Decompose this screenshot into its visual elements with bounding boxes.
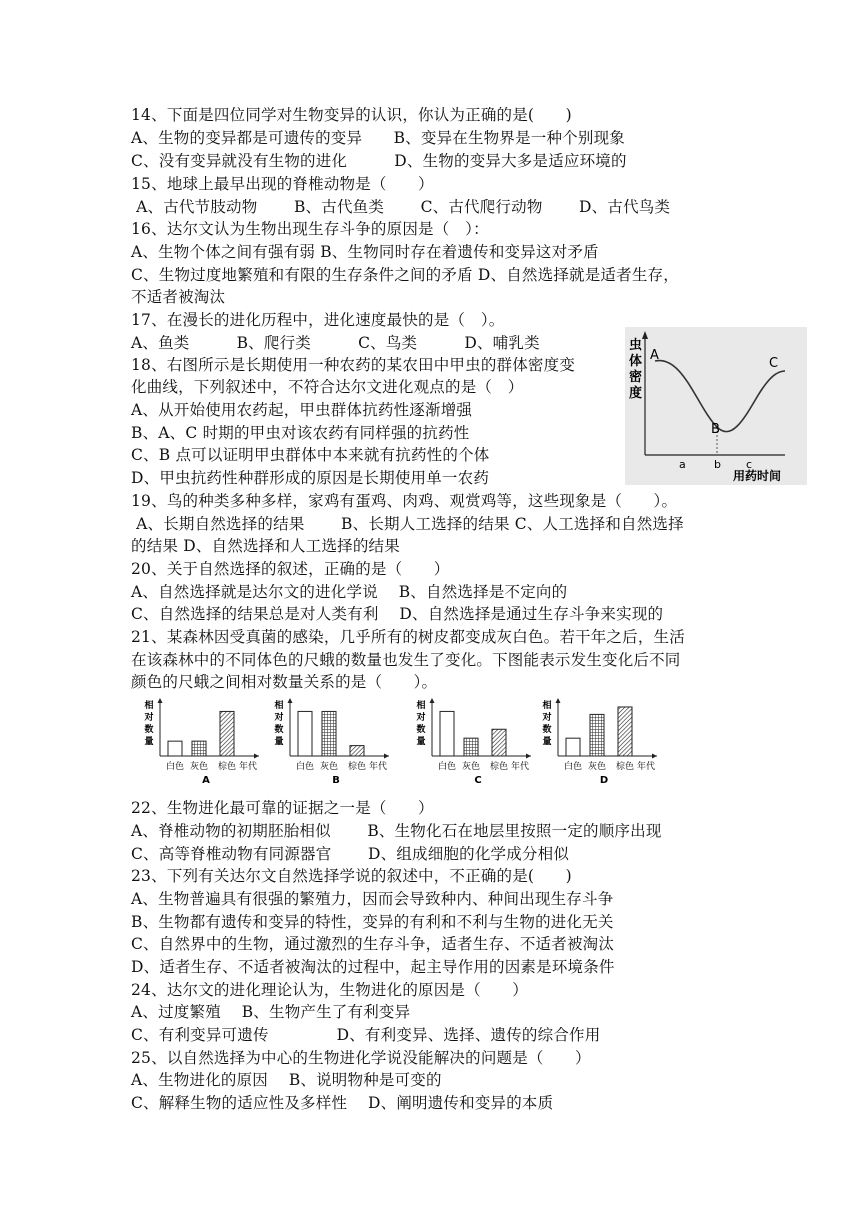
q14-options-ab: A、生物的变异都是可遗传的变异 B、变异在生物界是一种个别现象	[131, 129, 625, 147]
y-label-char: 相	[416, 701, 426, 711]
bar-白色	[298, 711, 312, 756]
y-label-char: 量	[144, 737, 154, 747]
bar-棕色	[350, 746, 364, 756]
bar-灰色	[464, 738, 478, 756]
density-curve-chart	[625, 327, 807, 485]
q18-stem-2: 化曲线，下列叙述中，不符合达尔文进化观点的是（ ）	[131, 378, 524, 396]
q15-options: A、古代节肢动物 B、古代鱼类 C、古代爬行动物 D、古代鸟类	[131, 198, 671, 216]
bar-棕色	[618, 707, 632, 756]
bar-灰色	[192, 741, 206, 756]
q16-options-cd: C、生物过度地繁殖和有限的生存条件之间的矛盾 D、自然选择就是适者生存，	[131, 266, 679, 284]
y-label-char: 数	[542, 725, 552, 735]
q20-stem: 20、关于自然选择的叙述，正确的是（ ）	[131, 560, 450, 578]
category-label: 棕色	[347, 762, 367, 772]
q17-options: A、鱼类 B、爬行类 C、鸟类 D、哺乳类	[131, 334, 540, 352]
q20-options-cd: C、自然选择的结果总是对人类有利 D、自然选择是通过生存斗争来实现的	[131, 605, 664, 623]
x-end-label: 年代	[636, 762, 656, 772]
q14-stem: 14、下面是四位同学对生物变异的认识，你认为正确的是( )	[131, 106, 572, 124]
bar-chart-svg	[538, 696, 663, 790]
q21-stem-3: 颜色的尺蛾之间相对数量关系的是（ ）。	[131, 673, 438, 691]
category-label: 灰色	[189, 762, 209, 772]
bar-chart-a	[140, 696, 265, 790]
x-axis-arrow	[254, 754, 259, 759]
bar-chart-c	[412, 696, 537, 790]
q19-options-1: A、长期自然选择的结果 B、长期人工选择的结果 C、人工选择和自然选择	[131, 515, 684, 533]
q25-options-ab: A、生物进化的原因 B、说明物种是可变的	[131, 1071, 442, 1089]
q18-option-b: B、A、C 时期的甲虫对该农药有同样强的抗药性	[131, 424, 470, 442]
q22-stem: 22、生物进化最可靠的证据之一是（ ）	[131, 799, 434, 817]
point-label-b: B	[711, 422, 720, 437]
category-label: 灰色	[461, 762, 481, 772]
q20-options-ab: A、自然选择就是达尔文的进化学说 B、自然选择是不定向的	[131, 583, 568, 601]
density-curve-figure	[625, 327, 807, 485]
q23-option-d: D、适者生存、不适者被淘汰的过程中，起主导作用的因素是环境条件	[131, 958, 615, 976]
x-end-label: 年代	[510, 762, 530, 772]
x-end-label: 年代	[368, 762, 388, 772]
y-label-char: 对	[274, 713, 284, 723]
point-label-a: A	[650, 348, 659, 363]
x-end-label: 年代	[238, 762, 258, 772]
category-label: 灰色	[319, 762, 339, 772]
q24-options-ab: A、过度繁殖 B、生物产生了有利变异	[131, 1003, 411, 1021]
q24-stem: 24、达尔文的进化理论认为，生物进化的原因是（ ）	[131, 981, 528, 999]
category-label: 白色	[563, 762, 583, 772]
chart-letter-label: D	[599, 775, 609, 786]
y-label-char: 相	[274, 701, 284, 711]
y-label-char: 对	[144, 713, 154, 723]
q16-options-ab: A、生物个体之间有强有弱 B、生物同时存在着遗传和变异这对矛盾	[131, 243, 599, 261]
y-label-char: 密	[629, 370, 643, 385]
q22-options-cd: C、高等脊椎动物有同源器官 D、组成细胞的化学成分相似	[131, 845, 570, 863]
q23-stem: 23、下列有关达尔文自然选择学说的叙述中，不正确的是( )	[131, 867, 572, 885]
y-label-char: 数	[416, 725, 426, 735]
q22-options-ab: A、脊椎动物的初期胚胎相似 B、生物化石在地层里按照一定的顺序出现	[131, 822, 662, 840]
q14-options-cd: C、没有变异就没有生物的进化 D、生物的变异大多是适应环境的	[131, 152, 627, 170]
q23-option-b: B、生物都有遗传和变异的特性，变异的有利和不利与生物的进化无关	[131, 913, 614, 931]
category-label: 棕色	[489, 762, 509, 772]
q18-option-d: D、甲虫抗药性种群形成的原因是长期使用单一农药	[131, 469, 490, 487]
q17-stem: 17、在漫长的进化历程中，进化速度最快的是（ ）。	[131, 311, 505, 329]
category-label: 白色	[165, 762, 185, 772]
bar-chart-svg	[270, 696, 395, 790]
bar-chart-d	[538, 696, 663, 790]
y-label-char: 量	[542, 737, 552, 747]
bar-chart-svg	[412, 696, 537, 790]
bar-chart-b	[270, 696, 395, 790]
category-label: 白色	[295, 762, 315, 772]
chart-letter-label: C	[474, 775, 482, 786]
q21-stem-1: 21、某森林因受真菌的感染，几乎所有的树皮都变成灰白色。若干年之后，生活	[131, 628, 685, 646]
q19-options-2: 的结果 D、自然选择和人工选择的结果	[131, 537, 400, 555]
y-label-char: 度	[629, 386, 643, 401]
x-axis-arrow	[384, 754, 389, 759]
x-axis-label: 用药时间	[733, 469, 782, 483]
category-label: 灰色	[587, 762, 607, 772]
y-axis-arrow	[158, 698, 163, 703]
q18-option-a: A、从开始使用农药起，甲虫群体抗药性逐渐增强	[131, 401, 473, 419]
q18-stem-1: 18、右图所示是长期使用一种农药的某农田中甲虫的群体密度变	[131, 356, 576, 374]
moth-bar-charts	[140, 696, 680, 790]
q23-option-c: C、自然界中的生物，通过激烈的生存斗争，适者生存、不适者被淘汰	[131, 935, 615, 953]
q21-stem-2: 在该森林中的不同体色的尺蛾的数量也发生了变化。下图能表示发生变化后不同	[131, 651, 681, 669]
y-label-char: 对	[542, 713, 552, 723]
q16-stem: 16、达尔文认为生物出现生存斗争的原因是（ ）：	[131, 220, 489, 238]
y-label-char: 相	[542, 701, 552, 711]
x-axis-arrow	[652, 754, 657, 759]
q18-option-c: C、B 点可以证明甲虫群体中本来就有抗药性的个体	[131, 446, 490, 464]
chart-letter-label: A	[202, 775, 210, 786]
x-axis-arrow	[526, 754, 531, 759]
y-label-char: 对	[416, 713, 426, 723]
tick-label-b: b	[714, 458, 721, 471]
y-label-char: 量	[274, 737, 284, 747]
bar-灰色	[590, 714, 604, 756]
category-label: 棕色	[217, 762, 237, 772]
q23-option-a: A、生物普遍具有很强的繁殖力，因而会导致种内、种间出现生存斗争	[131, 890, 614, 908]
y-axis-arrow	[642, 331, 648, 339]
q24-options-cd: C、有利变异可遗传 D、有利变异、选择、遗传的综合作用	[131, 1026, 601, 1044]
bar-灰色	[322, 711, 336, 756]
y-label-char: 体	[629, 354, 643, 369]
bar-chart-svg	[140, 696, 265, 790]
density-curve	[655, 361, 785, 432]
bar-白色	[566, 738, 580, 756]
q25-options-cd: C、解释生物的适应性及多样性 D、阐明遗传和变异的本质	[131, 1094, 554, 1112]
bar-白色	[168, 741, 182, 756]
tick-label-a: a	[679, 458, 686, 471]
q15-stem: 15、地球上最早出现的脊椎动物是（ ）	[131, 175, 434, 193]
q25-stem: 25、以自然选择为中心的生物进化学说没能解决的问题是（ ）	[131, 1049, 591, 1067]
y-axis-arrow	[430, 698, 435, 703]
tick-label-c: c	[746, 458, 753, 471]
y-axis-arrow	[556, 698, 561, 703]
point-label-c: C	[769, 356, 779, 371]
q19-stem: 19、鸟的种类多种多样，家鸡有蛋鸡、肉鸡、观赏鸡等，这些现象是（ ）。	[131, 492, 678, 510]
y-label-char: 相	[144, 701, 154, 711]
category-label: 棕色	[615, 762, 635, 772]
bar-棕色	[220, 711, 234, 756]
y-label-char: 量	[416, 737, 426, 747]
bar-棕色	[492, 729, 506, 756]
y-label-char: 数	[274, 725, 284, 735]
y-label-char: 数	[144, 725, 154, 735]
category-label: 白色	[437, 762, 457, 772]
chart-letter-label: B	[332, 775, 340, 786]
y-label-char: 虫	[629, 338, 643, 353]
q16-options-cont: 不适者被淘汰	[131, 288, 226, 306]
bar-白色	[440, 711, 454, 756]
y-axis-arrow	[288, 698, 293, 703]
